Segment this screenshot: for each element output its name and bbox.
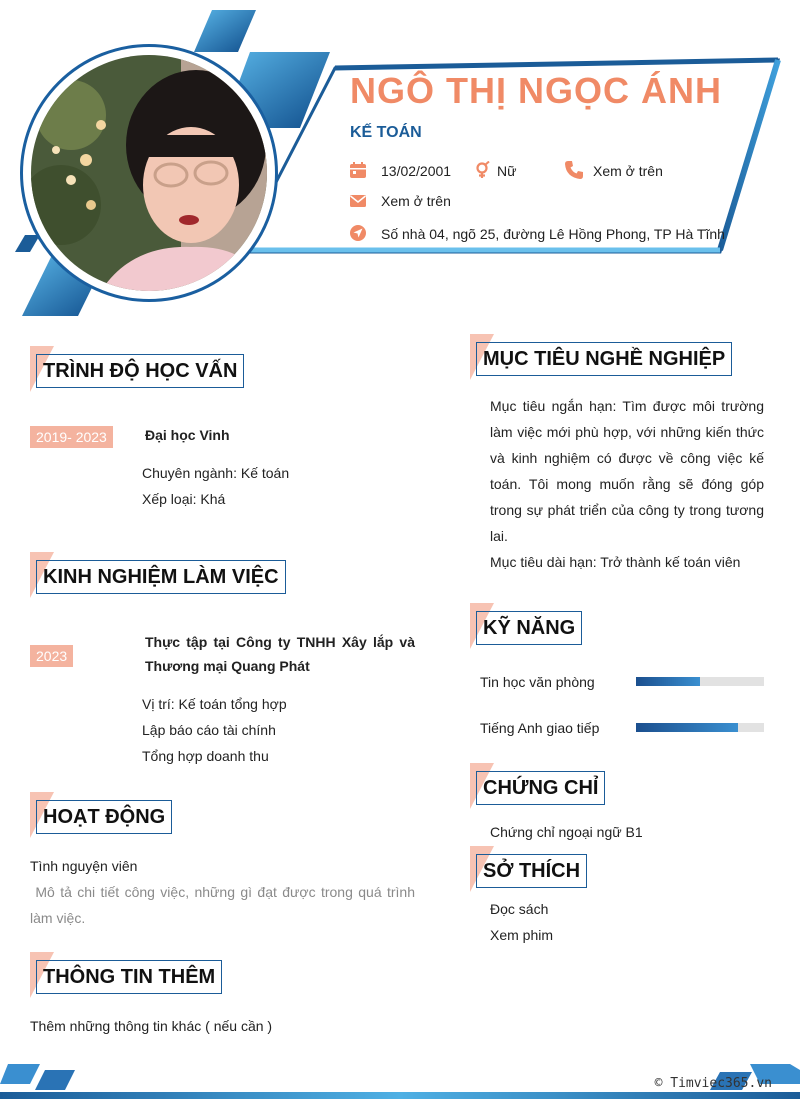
section-title: MỤC TIÊU NGHỀ NGHIỆP (476, 342, 732, 376)
birthday-text: 13/02/2001 (381, 163, 452, 179)
avatar-photo-icon (31, 55, 267, 291)
activity-description-line-1: Mô tả chi tiết công việc, những gì đạt được trong quá trình (30, 884, 415, 900)
school-name: Đại học Vinh (145, 427, 230, 443)
section-title: THÔNG TIN THÊM (36, 960, 222, 994)
section-title: CHỨNG CHỈ (476, 771, 605, 805)
location-icon (349, 224, 367, 242)
experience-year-badge: 2023 (30, 645, 73, 667)
section-title: KINH NGHIỆM LÀM VIỆC (36, 560, 286, 594)
skill-level-bar (636, 677, 764, 686)
activity-description-line-2: làm việc. (30, 910, 86, 926)
skill-name: Tiếng Anh giao tiếp (480, 720, 600, 736)
gender-icon (474, 161, 492, 179)
objective-line: Mục tiêu ngắn hạn: Tìm được môi trường (490, 398, 764, 414)
objective-line: trong sự phát triển của công ty trong tương (490, 502, 764, 518)
certificate-item: Chứng chỉ ngoại ngữ B1 (490, 824, 643, 840)
experience-item: Vị trí: Kế toán tổng hợp (142, 696, 287, 712)
address-text: Số nhà 04, ngõ 25, đường Lê Hồng Phong, TP Hà Tĩnh (381, 226, 725, 242)
gender-text: Nữ (497, 163, 517, 179)
objective-line: lai. (490, 528, 508, 544)
skill-level-bar (636, 723, 764, 732)
section-title: KỸ NĂNG (476, 611, 582, 645)
job-title: KẾ TOÁN (350, 124, 422, 141)
skill-level-fill (636, 723, 738, 732)
education-year-badge: 2019- 2023 (30, 426, 113, 448)
objective-long-term: Mục tiêu dài hạn: Trở thành kế toán viên (490, 554, 741, 570)
hobby-item: Xem phim (490, 927, 554, 943)
objective-line: làm việc mới phù hợp, với những kiến thức (490, 424, 764, 440)
email-text: Xem ở trên (381, 193, 451, 209)
skill-level-fill (636, 677, 700, 686)
skill-name: Tin học văn phòng (480, 674, 595, 690)
calendar-icon (349, 161, 367, 179)
section-title: HOẠT ĐỘNG (36, 800, 172, 834)
section-title: SỞ THÍCH (476, 854, 587, 888)
phone-text: Xem ở trên (593, 163, 663, 179)
more-info-text: Thêm những thông tin khác ( nếu cần ) (30, 1018, 273, 1034)
experience-item: Tổng hợp doanh thu (142, 748, 269, 764)
company-line-2: Thương mại Quang Phát (145, 658, 310, 674)
email-icon (349, 192, 367, 210)
section-title: TRÌNH ĐỘ HỌC VẤN (36, 354, 244, 388)
education-rank: Xếp loại: Khá (142, 491, 226, 507)
education-major: Chuyên ngành: Kế toán (142, 465, 290, 481)
phone-icon (564, 160, 584, 180)
objective-line: toán. Tôi mong muốn rằng sẽ đóng góp (490, 476, 764, 492)
activity-role: Tình nguyện viên (30, 858, 138, 874)
objective-line: và kinh nghiệm có được về công việc kế (490, 450, 764, 466)
avatar (31, 55, 267, 291)
hobby-item: Đọc sách (490, 901, 549, 917)
footer-brand: © Timviec365.vn (654, 1076, 772, 1091)
candidate-name: NGÔ THỊ NGỌC ÁNH (350, 70, 722, 111)
company-line-1: Thực tập tại Công ty TNHH Xây lắp và (145, 634, 415, 650)
experience-item: Lập báo cáo tài chính (142, 722, 276, 738)
